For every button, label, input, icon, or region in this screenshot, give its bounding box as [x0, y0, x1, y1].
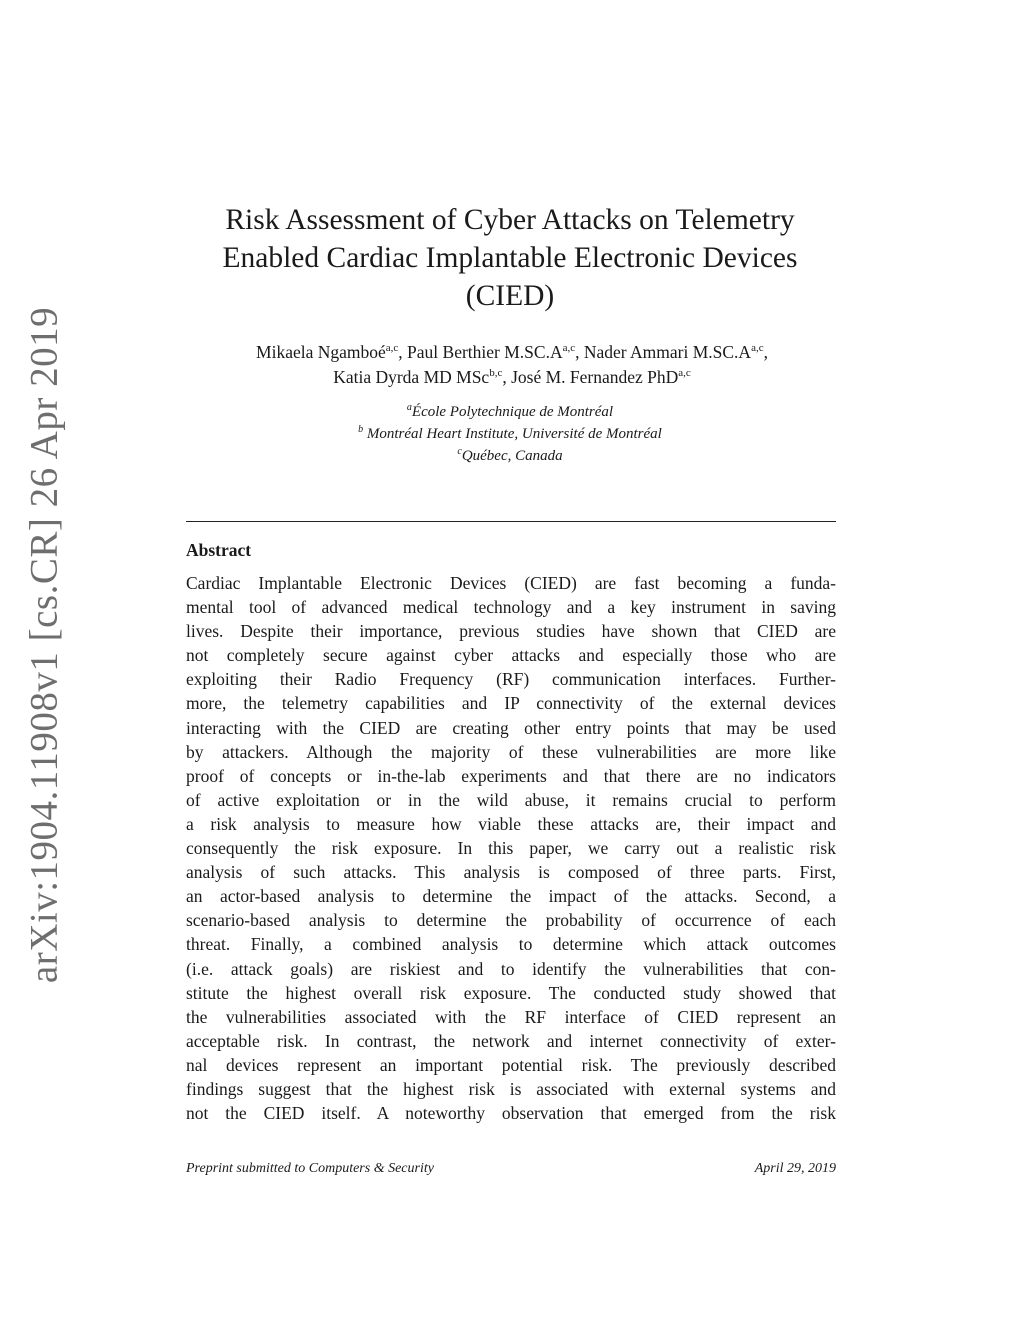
author-name: Paul Berthier M.SC.A	[407, 342, 563, 362]
author	[511, 367, 691, 387]
abstract-line: of active exploitation or in the wild abuse, it remains crucial to perform	[186, 789, 836, 810]
title-line: (CIED)	[465, 280, 555, 312]
abstract-line: findings suggest that the highest risk is associated with external systems and	[186, 1078, 836, 1099]
affiliation-text: Montréal Heart Institute, Université de Montréal	[363, 426, 662, 442]
abstract-line: interacting with the CIED are creating other entry points that may be used	[186, 717, 836, 738]
abstract-line: mental tool of advanced medical technology and a key instrument in saving	[186, 597, 836, 618]
author: Katia Dyrda MD MSc$^{b,c}$,	[333, 367, 512, 387]
abstract-line: acceptable risk. In contrast, the network and internet connectivity of exter-	[186, 1030, 836, 1051]
affiliation-sup: c	[457, 446, 462, 457]
abstract-line: more, the telemetry capabilities and IP connectivity of the external devices	[186, 693, 836, 714]
abstract-line: (i.e. attack goals) are riskiest and to identify the vulnerabilities that con-	[186, 958, 836, 979]
abstract-line: Cardiac Implantable Electronic Devices (CIED) are fast becoming a funda-	[186, 573, 836, 593]
title-line: Risk Assessment of Cyber Attacks on Telemetry	[225, 204, 795, 236]
abstract-line: not the CIED itself. A noteworthy observation that emerged from the risk	[186, 1103, 836, 1124]
author-name: José M. Fernandez PhD	[511, 367, 679, 387]
abstract-line: scenario-based analysis to determine the probability of occurrence of each	[186, 910, 836, 931]
abstract-line: an actor-based analysis to determine the impact of the attacks. Second, a	[186, 886, 836, 907]
affiliation	[200, 445, 820, 467]
author: Nader Ammari $M.SC.A^{a,c}$,	[583, 342, 768, 362]
footer-journal: Preprint submitted to Computers & Security	[186, 1161, 434, 1176]
author-name: Mikaela Ngamboé	[256, 342, 386, 362]
abstract-line: by attackers. Although the majority of these vulnerabilities are more like	[186, 741, 836, 762]
abstract-line: lives. Despite their importance, previous studies have shown that CIED are	[186, 621, 836, 642]
author-name: Katia Dyrda MD MSc	[333, 367, 490, 387]
author-name: Nader Ammari M.SC.A	[583, 342, 752, 362]
affiliation-text: Québec, Canada	[461, 448, 563, 464]
paper-title	[160, 201, 860, 315]
author: Paul Berthier $M.SC.A^{a,c}$,	[407, 342, 584, 362]
author-affil-sup: a,c	[751, 342, 764, 355]
affiliation-text: École Polytechnique de Montréal	[411, 404, 614, 420]
affiliation-sup: b	[358, 424, 364, 435]
affiliation-sup: a	[406, 402, 412, 413]
abstract-line: nal devices represent an important potential risk. The previously described	[186, 1054, 836, 1075]
abstract-line: threat. Finally, a combined analysis to determine which attack outcomes	[186, 934, 836, 955]
author-affil-sup: a,c	[562, 342, 576, 355]
footer-date: April 29, 2019	[754, 1161, 836, 1176]
abstract-line: a risk analysis to measure how viable these attacks are, their impact and	[186, 813, 836, 834]
affiliation	[200, 401, 820, 423]
affiliation-list	[200, 401, 820, 467]
abstract-line: consequently the risk exposure. In this paper, we carry out a realistic risk	[186, 838, 836, 859]
author: Mikaela Ngamboé$^{a,c}$,	[256, 342, 408, 362]
abstract-line: proof of concepts or in-the-lab experiments and that there are no indicators	[186, 765, 836, 786]
author-affil-sup: b,c	[489, 367, 503, 380]
abstract-heading: Abstract	[186, 540, 252, 560]
author-affil-sup: a,c	[385, 342, 399, 355]
abstract-line: analysis of such attacks. This analysis is composed of three parts. First,	[186, 862, 836, 883]
author-affil-sup: a,c	[678, 367, 691, 380]
affiliation	[200, 423, 820, 445]
arxiv-stamp: arXiv:1904.11908v1 [cs.CR] 26 Apr 2019	[22, 306, 66, 984]
author-list	[150, 340, 874, 390]
abstract-body	[186, 571, 836, 1125]
title-line: Enabled Cardiac Implantable Electronic Devices	[222, 242, 798, 274]
horizontal-rule	[186, 521, 836, 522]
abstract-line: exploiting their Radio Frequency (RF) communication interfaces. Further-	[186, 669, 836, 690]
abstract-line: the vulnerabilities associated with the RF interface of CIED represent an	[186, 1006, 836, 1027]
abstract-line: not completely secure against cyber attacks and especially those who are	[186, 645, 836, 666]
abstract-line: stitute the highest overall risk exposure. The conducted study showed that	[186, 982, 836, 1003]
